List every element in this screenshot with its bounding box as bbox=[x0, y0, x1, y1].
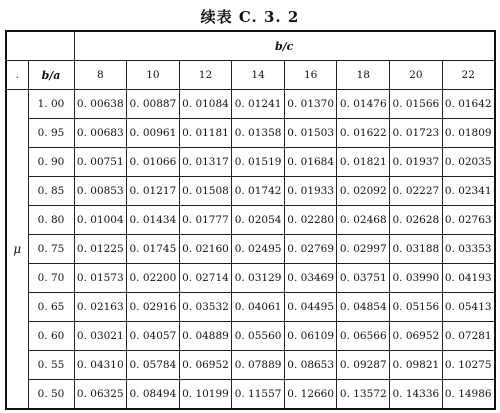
table-cell: 0. 00638 bbox=[74, 90, 127, 119]
table-cell: 0. 04310 bbox=[74, 351, 127, 380]
table-cell: 0. 00961 bbox=[127, 119, 180, 148]
table-cell: 0. 04495 bbox=[284, 293, 337, 322]
table-cell: 0. 01241 bbox=[232, 90, 285, 119]
table-cell: 0. 05784 bbox=[127, 351, 180, 380]
table-cell: 0. 02280 bbox=[284, 206, 337, 235]
table-cell: 0. 03021 bbox=[74, 322, 127, 351]
table-cell: 0. 02468 bbox=[337, 206, 390, 235]
table-cell: 0. 06952 bbox=[179, 351, 232, 380]
table-cell: 0. 01937 bbox=[390, 148, 443, 177]
table-cell: 0. 01066 bbox=[127, 148, 180, 177]
table-cell: 0. 02163 bbox=[74, 293, 127, 322]
table-cell: 0. 07281 bbox=[442, 322, 495, 351]
table-cell: 0. 02227 bbox=[390, 177, 443, 206]
table-cell: 0. 07889 bbox=[232, 351, 285, 380]
coefficient-table bbox=[5, 30, 496, 410]
dot-cell: . bbox=[6, 61, 28, 90]
table-cell: 0. 01933 bbox=[284, 177, 337, 206]
table-cell: 0. 03469 bbox=[284, 264, 337, 293]
table-cell: 0. 00751 bbox=[74, 148, 127, 177]
table-row bbox=[6, 293, 495, 322]
table-row bbox=[6, 235, 495, 264]
corner-cell bbox=[6, 31, 74, 61]
table-cell: 0. 06566 bbox=[337, 322, 390, 351]
header-row-top bbox=[6, 31, 495, 61]
table-cell: 0. 01508 bbox=[179, 177, 232, 206]
table-cell: 0. 02997 bbox=[337, 235, 390, 264]
ba-value: 0. 75 bbox=[28, 235, 74, 264]
table-cell: 0. 01723 bbox=[390, 119, 443, 148]
header-row-columns bbox=[6, 61, 495, 90]
table-cell: 0. 04854 bbox=[337, 293, 390, 322]
table-row bbox=[6, 177, 495, 206]
table-cell: 0. 01809 bbox=[442, 119, 495, 148]
table-cell: 0. 03353 bbox=[442, 235, 495, 264]
table-cell: 0. 08653 bbox=[284, 351, 337, 380]
table-cell: 0. 10275 bbox=[442, 351, 495, 380]
table-row bbox=[6, 90, 495, 119]
table-title: 续表 C. 3. 2 bbox=[200, 8, 300, 26]
table-row bbox=[6, 148, 495, 177]
table-cell: 0. 00887 bbox=[127, 90, 180, 119]
table-cell: 0. 01745 bbox=[127, 235, 180, 264]
table-cell: 0. 01684 bbox=[284, 148, 337, 177]
table-cell: 0. 14986 bbox=[442, 380, 495, 410]
table-cell: 0. 02628 bbox=[390, 206, 443, 235]
table-cell: 0. 05413 bbox=[442, 293, 495, 322]
column-header: 14 bbox=[232, 61, 285, 90]
table-row bbox=[6, 119, 495, 148]
table-row bbox=[6, 380, 495, 410]
mu-label: μ bbox=[6, 90, 28, 410]
column-header: 22 bbox=[442, 61, 495, 90]
table-cell: 0. 02092 bbox=[337, 177, 390, 206]
ba-value: 0. 65 bbox=[28, 293, 74, 322]
table-cell: 0. 03990 bbox=[390, 264, 443, 293]
ba-value: 0. 60 bbox=[28, 322, 74, 351]
column-header: 20 bbox=[390, 61, 443, 90]
table-cell: 0. 01476 bbox=[337, 90, 390, 119]
table-cell: 0. 01566 bbox=[390, 90, 443, 119]
table-cell: 0. 09287 bbox=[337, 351, 390, 380]
table-row bbox=[6, 206, 495, 235]
ba-value: 0. 90 bbox=[28, 148, 74, 177]
table-row bbox=[6, 351, 495, 380]
table-cell: 0. 01519 bbox=[232, 148, 285, 177]
table-cell: 0. 01573 bbox=[74, 264, 127, 293]
table-cell: 0. 04889 bbox=[179, 322, 232, 351]
table-cell: 0. 04061 bbox=[232, 293, 285, 322]
table-cell: 0. 03751 bbox=[337, 264, 390, 293]
column-header: 16 bbox=[284, 61, 337, 90]
table-cell: 0. 03188 bbox=[390, 235, 443, 264]
ba-value: 0. 80 bbox=[28, 206, 74, 235]
table-cell: 0. 01181 bbox=[179, 119, 232, 148]
table-cell: 0. 03129 bbox=[232, 264, 285, 293]
table-cell: 0. 02763 bbox=[442, 206, 495, 235]
ba-value: 0. 70 bbox=[28, 264, 74, 293]
table-cell: 0. 05156 bbox=[390, 293, 443, 322]
table-cell: 0. 00853 bbox=[74, 177, 127, 206]
table-cell: 0. 02054 bbox=[232, 206, 285, 235]
column-header: 10 bbox=[127, 61, 180, 90]
table-cell: 0. 02200 bbox=[127, 264, 180, 293]
table-cell: 0. 01434 bbox=[127, 206, 180, 235]
column-header: 18 bbox=[337, 61, 390, 90]
table-cell: 0. 02714 bbox=[179, 264, 232, 293]
ba-value: 0. 55 bbox=[28, 351, 74, 380]
table-cell: 0. 01370 bbox=[284, 90, 337, 119]
table-cell: 0. 11557 bbox=[232, 380, 285, 410]
table-cell: 0. 01225 bbox=[74, 235, 127, 264]
table-cell: 0. 09821 bbox=[390, 351, 443, 380]
bc-header: b/c bbox=[74, 31, 495, 61]
table-cell: 0. 01642 bbox=[442, 90, 495, 119]
table-cell: 0. 01084 bbox=[179, 90, 232, 119]
ba-value: 0. 95 bbox=[28, 119, 74, 148]
table-cell: 0. 01742 bbox=[232, 177, 285, 206]
table-cell: 0. 10199 bbox=[179, 380, 232, 410]
column-header: 8 bbox=[74, 61, 127, 90]
table-cell: 0. 12660 bbox=[284, 380, 337, 410]
table-row bbox=[6, 322, 495, 351]
table-cell: 0. 01317 bbox=[179, 148, 232, 177]
ba-header: b/a bbox=[28, 61, 74, 90]
ba-value: 0. 50 bbox=[28, 380, 74, 410]
table-cell: 0. 02495 bbox=[232, 235, 285, 264]
table-cell: 0. 01358 bbox=[232, 119, 285, 148]
table-cell: 0. 08494 bbox=[127, 380, 180, 410]
table-body bbox=[6, 90, 495, 410]
table-cell: 0. 01777 bbox=[179, 206, 232, 235]
table-cell: 0. 01503 bbox=[284, 119, 337, 148]
table-cell: 0. 01004 bbox=[74, 206, 127, 235]
table-cell: 0. 05560 bbox=[232, 322, 285, 351]
table-cell: 0. 06952 bbox=[390, 322, 443, 351]
table-cell: 0. 04057 bbox=[127, 322, 180, 351]
table-cell: 0. 01821 bbox=[337, 148, 390, 177]
ba-value: 1. 00 bbox=[28, 90, 74, 119]
table-row bbox=[6, 264, 495, 293]
table-cell: 0. 06109 bbox=[284, 322, 337, 351]
table-cell: 0. 02769 bbox=[284, 235, 337, 264]
ba-value: 0. 85 bbox=[28, 177, 74, 206]
table-cell: 0. 03532 bbox=[179, 293, 232, 322]
column-header: 12 bbox=[179, 61, 232, 90]
table-cell: 0. 01622 bbox=[337, 119, 390, 148]
table-cell: 0. 01217 bbox=[127, 177, 180, 206]
table-cell: 0. 02341 bbox=[442, 177, 495, 206]
table-cell: 0. 13572 bbox=[337, 380, 390, 410]
table-cell: 0. 02035 bbox=[442, 148, 495, 177]
table-cell: 0. 06325 bbox=[74, 380, 127, 410]
table-cell: 0. 14336 bbox=[390, 380, 443, 410]
table-cell: 0. 02916 bbox=[127, 293, 180, 322]
table-cell: 0. 00683 bbox=[74, 119, 127, 148]
table-cell: 0. 02160 bbox=[179, 235, 232, 264]
table-cell: 0. 04193 bbox=[442, 264, 495, 293]
